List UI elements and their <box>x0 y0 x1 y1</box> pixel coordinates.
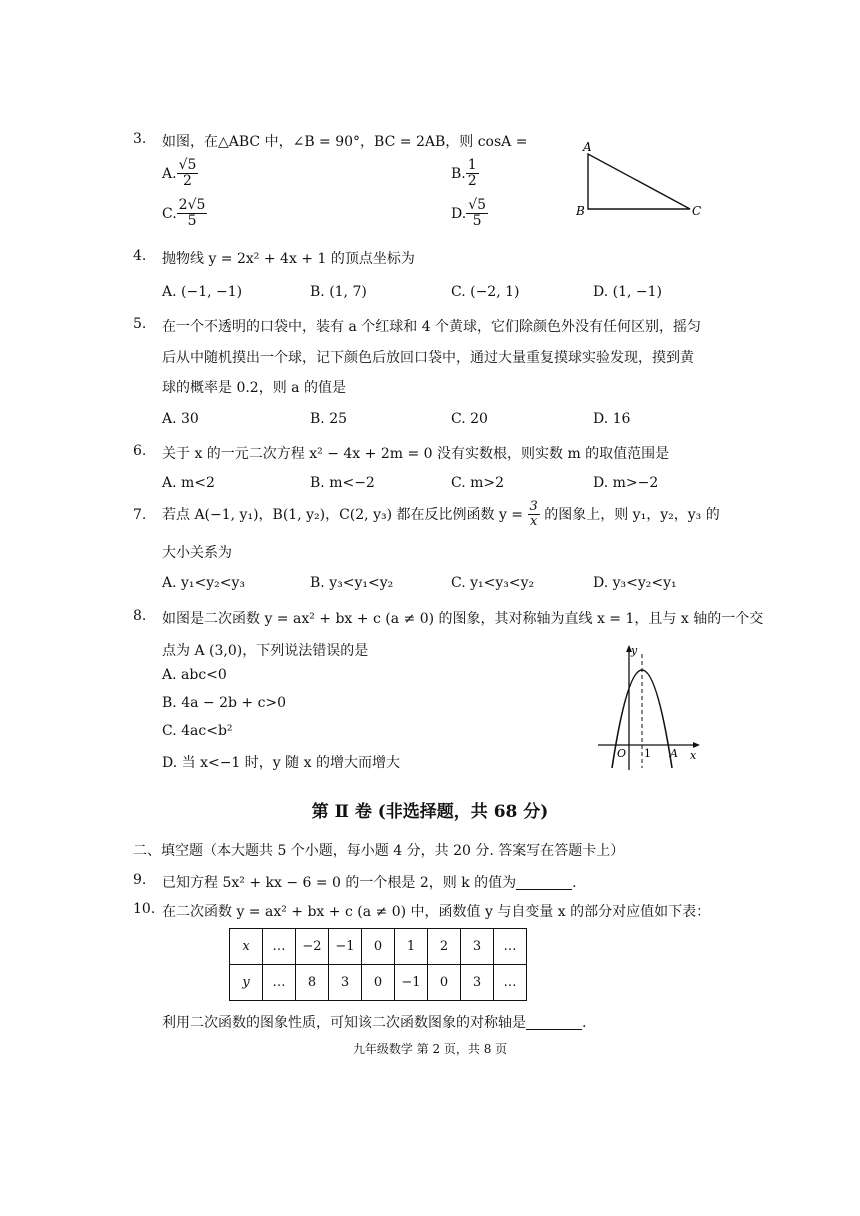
q7-line-2: 大小关系为 <box>162 545 232 561</box>
value-table <box>229 928 527 1001</box>
q5-line-3: 球的概率是 0.2，则 a 的值是 <box>162 380 346 396</box>
q10-after-line <box>162 1012 586 1032</box>
table-cell: 0 <box>362 965 395 1001</box>
q4-option-d[interactable]: D. (1, −1) <box>593 284 662 300</box>
q3-option-b-label: B. <box>451 165 466 182</box>
q5-option-d[interactable]: D. 16 <box>593 411 631 427</box>
q8-option-a[interactable]: A. abc<0 <box>162 667 227 683</box>
table-cell: −1 <box>329 929 362 965</box>
q4-number: 4. <box>133 248 147 264</box>
table-cell: 0 <box>428 965 461 1001</box>
table-cell: 8 <box>296 965 329 1001</box>
table-cell: 3 <box>461 965 494 1001</box>
y-axis-label: y <box>631 644 638 657</box>
q6-number: 6. <box>133 443 147 459</box>
q6-option-b[interactable]: B. m<−2 <box>310 475 375 491</box>
table-cell: 3 <box>461 929 494 965</box>
q3-option-c[interactable] <box>162 198 207 230</box>
table-row <box>230 929 527 965</box>
q7-number: 7. <box>133 507 147 523</box>
q6-option-c[interactable]: C. m>2 <box>451 475 505 491</box>
tick-one-label: 1 <box>644 747 651 760</box>
q3-option-d-numerator: √5 <box>468 197 487 213</box>
q7-option-d[interactable]: D. y₃<y₂<y₁ <box>593 575 677 591</box>
q10-after-text: 利用二次函数的图象性质，可知该二次函数图象的对称轴是 <box>162 1015 526 1031</box>
q7-fraction-denominator: x <box>529 514 538 530</box>
q10-end: . <box>582 1015 587 1031</box>
table-cell: … <box>263 965 296 1001</box>
q7-option-b[interactable]: B. y₃<y₁<y₂ <box>310 575 394 591</box>
q6-option-a[interactable]: A. m<2 <box>162 475 215 491</box>
q9-answer-blank[interactable] <box>516 875 572 890</box>
q9-number: 9. <box>133 872 147 888</box>
q3-option-c-denominator: 5 <box>187 213 197 230</box>
q3-option-a-label: A. <box>162 165 177 182</box>
q3-option-c-numerator: 2√5 <box>178 197 206 213</box>
triangle-vertex-c: C <box>692 204 702 218</box>
origin-label: O <box>617 747 627 760</box>
q5-option-c[interactable]: C. 20 <box>451 411 488 427</box>
q10-answer-blank[interactable] <box>526 1015 582 1030</box>
part-two-heading: 二、填空题（本大题共 5 个小题，每小题 4 分，共 20 分. 答案写在答题卡上） <box>133 843 625 859</box>
table-cell: … <box>263 929 296 965</box>
q4-option-b[interactable]: B. (1, 7) <box>310 284 367 300</box>
table-cell: … <box>494 965 527 1001</box>
q8-line-2: 点为 A (3,0)，下列说法错误的是 <box>162 643 369 659</box>
triangle-vertex-a: A <box>583 140 592 154</box>
table-cell: 2 <box>428 929 461 965</box>
q3-option-a-numerator: √5 <box>178 157 197 173</box>
q3-option-a[interactable] <box>162 158 198 190</box>
x-axis-label: x <box>690 749 697 762</box>
q3-option-b-numerator: 1 <box>467 157 477 173</box>
q3-option-d[interactable] <box>451 198 488 230</box>
q3-option-c-label: C. <box>162 205 177 222</box>
q6-stem: 关于 x 的一元二次方程 x² − 4x + 2m = 0 没有实数根，则实数 m 的取值范围是 <box>162 446 670 462</box>
table-cell: −1 <box>395 965 428 1001</box>
q5-option-a[interactable]: A. 30 <box>162 411 199 427</box>
q9-line <box>162 872 577 892</box>
parabola-figure <box>594 640 706 775</box>
triangle-figure <box>570 140 710 225</box>
q7-option-a[interactable]: A. y₁<y₂<y₃ <box>162 575 246 591</box>
table-cell: y <box>230 965 263 1001</box>
q10-stem: 在二次函数 y = ax² + bx + c (a ≠ 0) 中，函数值 y 与自变量 x 的部分对应值如下表： <box>162 904 711 920</box>
q5-number: 5. <box>133 316 147 332</box>
page-footer: 九年级数学 第 2 页，共 8 页 <box>352 1042 508 1056</box>
q7-option-c[interactable]: C. y₁<y₃<y₂ <box>451 575 535 591</box>
table-cell: 0 <box>362 929 395 965</box>
q5-line-2: 后从中随机摸出一个球，记下颜色后放回口袋中，通过大量重复摸球实验发现，摸到黄 <box>162 350 694 366</box>
triangle-vertex-b: B <box>576 204 585 218</box>
q7-stem <box>162 500 720 530</box>
q3-option-a-denominator: 2 <box>183 173 192 190</box>
q7-stem-post: 的图象上，则 y₁，y₂，y₃ 的 <box>544 506 720 523</box>
q3-option-b-denominator: 2 <box>467 173 477 190</box>
q4-stem: 抛物线 y = 2x² + 4x + 1 的顶点坐标为 <box>162 251 415 267</box>
table-cell: −2 <box>296 929 329 965</box>
q7-stem-pre: 若点 A(−1, y₁)，B(1, y₂)，C(2, y₃) 都在反比例函数 y = <box>162 506 524 523</box>
table-cell: 3 <box>329 965 362 1001</box>
q8-number: 8. <box>133 608 147 624</box>
q4-option-c[interactable]: C. (−2, 1) <box>451 284 520 300</box>
q3-stem: 如图，在△ABC 中，∠B = 90°，BC = 2AB，则 cosA = <box>162 134 528 150</box>
q3-option-d-label: D. <box>451 205 467 222</box>
q8-option-c[interactable]: C. 4ac<b² <box>162 723 233 739</box>
q3-number: 3. <box>133 131 147 147</box>
section-title: 第 Ⅱ 卷 (非选择题，共 68 分) <box>311 802 549 822</box>
q9-stem: 已知方程 5x² + kx − 6 = 0 的一个根是 2，则 k 的值为 <box>162 875 517 891</box>
q4-option-a[interactable]: A. (−1, −1) <box>162 284 243 300</box>
q5-option-b[interactable]: B. 25 <box>310 411 348 427</box>
q6-option-d[interactable]: D. m>−2 <box>593 475 659 491</box>
table-cell: 1 <box>395 929 428 965</box>
table-cell: x <box>230 929 263 965</box>
q3-option-d-denominator: 5 <box>472 213 482 230</box>
table-cell: … <box>494 929 527 965</box>
table-row <box>230 965 527 1001</box>
x-axis-arrow <box>693 742 700 748</box>
q9-end: . <box>572 875 577 891</box>
q8-option-d[interactable]: D. 当 x<−1 时，y 随 x 的增大而增大 <box>162 755 400 771</box>
q5-line-1: 在一个不透明的口袋中，装有 a 个红球和 4 个黄球，它们除颜色外没有任何区别，摇匀 <box>162 319 702 335</box>
q10-number: 10. <box>133 901 156 917</box>
point-a-label: A <box>670 747 678 760</box>
q8-line-1: 如图是二次函数 y = ax² + bx + c (a ≠ 0) 的图象，其对称轴为直线 x = 1，且与 x 轴的一个交 <box>162 611 764 627</box>
q3-option-b[interactable] <box>451 158 479 190</box>
q7-fraction-numerator: 3 <box>529 499 538 514</box>
q8-option-b[interactable]: B. 4a − 2b + c>0 <box>162 695 287 711</box>
triangle-shape <box>588 154 690 209</box>
